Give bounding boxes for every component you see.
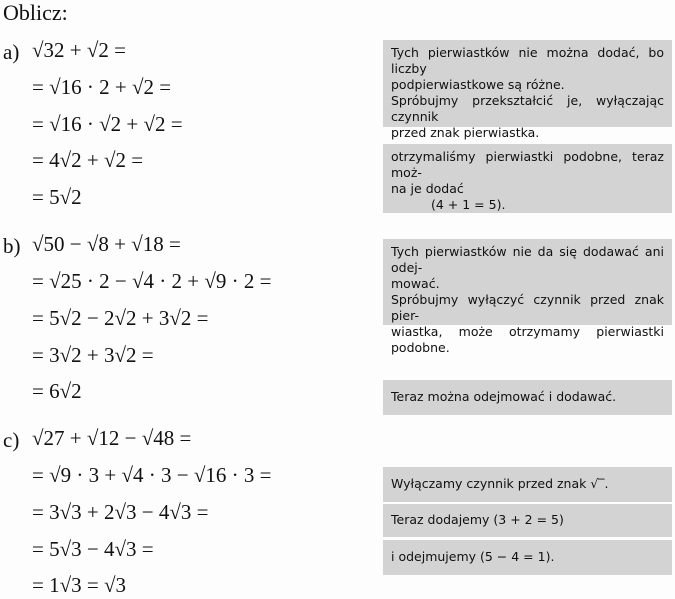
note-text: Wyłączamy czynnik przed znak √‾. [391, 476, 609, 491]
note-a-1 [383, 40, 672, 140]
page-title: Oblicz: [3, 0, 68, 25]
problem-c-label: c) [3, 428, 20, 452]
note-text: Spróbujmy wyłączyć czynnik przed znak pier- [391, 292, 664, 323]
problem-b-label: b) [3, 234, 21, 258]
note-text: wiastka, może otrzymamy pierwiastki podobne. [391, 324, 664, 355]
problem-c-line-3: = 3√3 + 2√3 − 4√3 = [32, 500, 209, 524]
note-c-3 [383, 540, 672, 575]
note-b-1 [383, 239, 672, 355]
problem-c-line-1: √27 + √12 − √48 = [32, 426, 192, 450]
note-text: Tych pierwiastków nie da się dodawać ani odej- [391, 244, 664, 275]
problem-b-line-1: √50 − √8 + √18 = [32, 232, 181, 256]
note-text: Tych pierwiastków nie można dodać, bo liczby [391, 45, 664, 76]
problem-c-line-5: = 1√3 = √3 [32, 573, 126, 597]
note-text: mować. [391, 276, 440, 291]
problem-a-line-5: = 5√2 [32, 185, 82, 209]
note-text: (4 + 1 = 5). [431, 197, 506, 212]
note-text: podpierwiastkowe są różne. [391, 77, 565, 92]
problem-b-line-5: = 6√2 [32, 379, 82, 403]
problem-c-line-2: = √9 · 3 + √4 · 3 − √16 · 3 = [32, 463, 272, 487]
note-text: Teraz można odejmować i dodawać. [391, 389, 617, 404]
note-text: przed znak pierwiastka. [391, 125, 540, 140]
note-text: Spróbujmy przekształcić je, wyłączając czynnik [391, 93, 664, 124]
note-a-2 [383, 144, 672, 213]
problem-a-line-4: = 4√2 + √2 = [32, 148, 144, 172]
problem-a-label: a) [3, 40, 20, 64]
problem-b-line-2: = √25 · 2 − √4 · 2 + √9 · 2 = [32, 269, 272, 293]
problem-a-line-2: = √16 · 2 + √2 = [32, 75, 172, 99]
note-text: na je dodać [391, 181, 464, 196]
problem-c-line-4: = 5√3 − 4√3 = [32, 537, 154, 561]
problem-b-line-3: = 5√2 − 2√2 + 3√2 = [32, 306, 209, 330]
note-text: otrzymaliśmy pierwiastki podobne, teraz moż- [391, 149, 664, 180]
note-c-2 [383, 504, 672, 537]
problem-b-line-4: = 3√2 + 3√2 = [32, 343, 154, 367]
note-text: i odejmujemy (5 − 4 = 1). [391, 549, 555, 564]
note-text: Teraz dodajemy (3 + 2 = 5) [391, 512, 564, 527]
problem-a-line-1: √32 + √2 = [32, 38, 126, 62]
problem-a-line-3: = √16 · √2 + √2 = [32, 112, 183, 136]
note-c-1 [383, 467, 672, 502]
note-b-2 [383, 380, 672, 415]
